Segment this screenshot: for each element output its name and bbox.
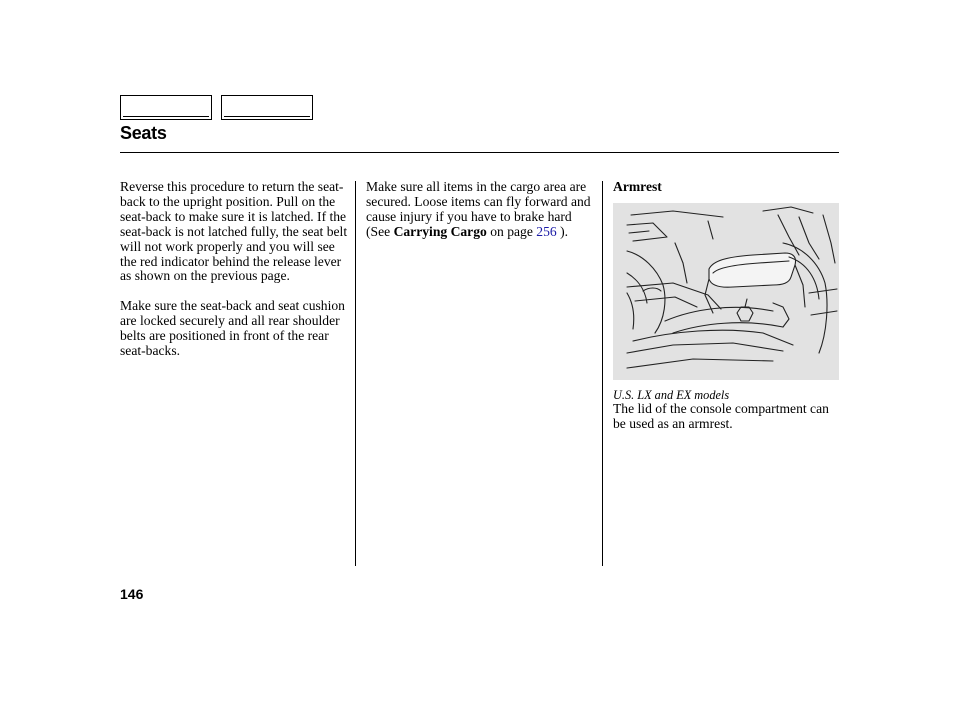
armrest-description: The lid of the console compartment can be used as an armrest.	[613, 401, 829, 431]
cargo-text-mid: on page	[486, 223, 537, 239]
armrest-illustration	[613, 203, 839, 380]
title-rule	[120, 152, 839, 153]
paragraph-cargo	[366, 180, 596, 240]
cargo-text-before: Make sure all items in the cargo area are secured. Loose items can fly forward and cause injury if you have to brake hard (See	[366, 179, 591, 239]
cargo-text-after: ).	[556, 223, 568, 239]
nav-button-previous[interactable]	[120, 95, 212, 120]
armrest-heading: Armrest	[613, 179, 662, 194]
page-256-link[interactable]: 256	[536, 223, 557, 239]
page-number: 146	[120, 586, 144, 602]
column-divider	[355, 181, 356, 566]
armrest-caption: U.S. LX and EX models	[613, 388, 730, 402]
paragraph-return-seatback: Reverse this procedure to return the seat-back to the upright position. Pull on the seat-back to make sure it is latched. If the seat-back is not latched fully, the seat belt will not work properly and you will see the red indicator behind the release lever as shown on the previous page.	[120, 179, 348, 284]
column-2	[366, 180, 596, 254]
column-1	[120, 180, 350, 373]
carrying-cargo-ref: Carrying Cargo	[393, 223, 487, 239]
column-divider	[602, 181, 603, 566]
nav-button-next[interactable]	[221, 95, 313, 120]
paragraph-locked-securely: Make sure the seat-back and seat cushion are locked securely and all rear shoulder belts are positioned in front of the rear seat-backs.	[120, 297, 345, 358]
page-title: Seats	[120, 123, 167, 143]
